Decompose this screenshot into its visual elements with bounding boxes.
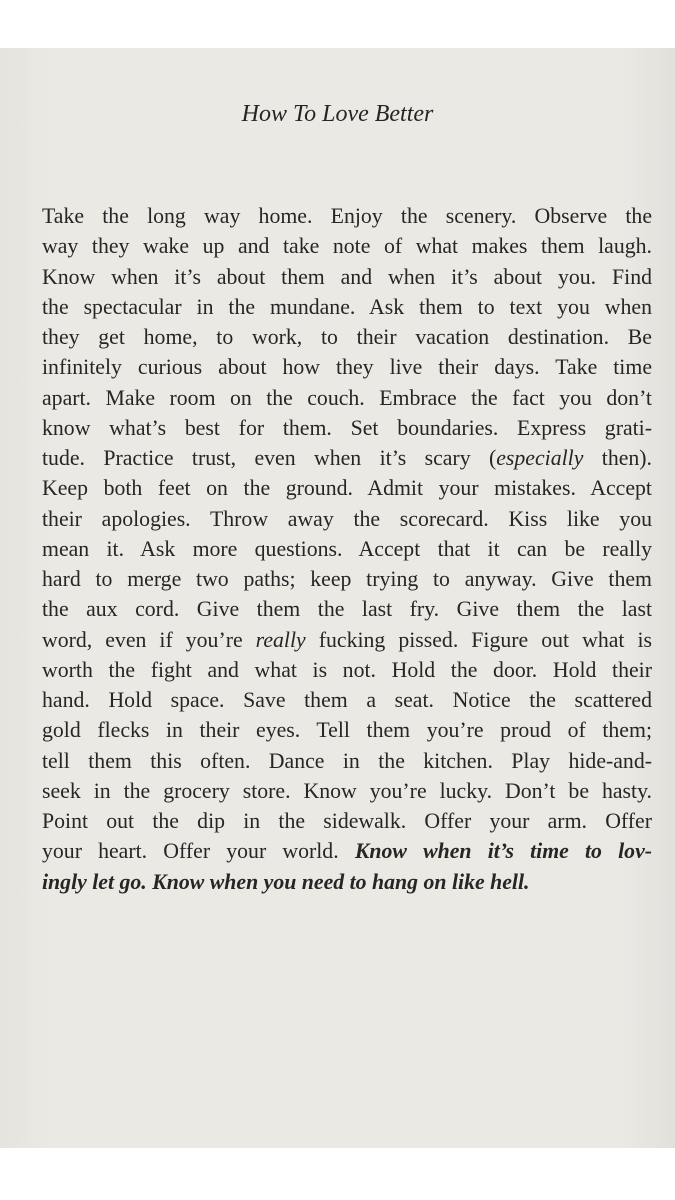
text-line-16: worth the fight and what is not. Hold the door. Hold their: [42, 657, 652, 682]
text-line-2: way they wake up and take note of what makes them laugh.: [42, 234, 652, 259]
top-frame-margin: [0, 0, 675, 48]
page-title: How To Love Better: [241, 101, 434, 127]
bottom-frame-margin: [0, 1148, 675, 1200]
closing-emphasis-end: ingly let go. Know when you need to hang on like hell.: [42, 869, 530, 894]
text-line-22: your heart. Offer your world. Know when it’s time to lov-: [42, 839, 653, 864]
text-line-5: they get home, to work, to their vacation destination. Be: [42, 325, 652, 349]
text-line-15: word, even if you’re really fucking pissed. Figure out what is: [42, 627, 653, 652]
text-line-10: Keep both feet on the ground. Admit your mistakes. Accept: [42, 476, 652, 501]
book-page: [0, 48, 675, 1148]
emphasis-really: really: [255, 627, 306, 652]
text-line-12: mean it. Ask more questions. Accept that it can be really: [42, 536, 652, 561]
text-line-18: gold flecks in their eyes. Tell them you’re proud of them;: [42, 718, 652, 743]
text-line-7: apart. Make room on the couch. Embrace the fact you don’t: [42, 385, 652, 410]
text-line-19: tell them this often. Dance in the kitchen. Play hide-and-: [42, 748, 652, 773]
text-line-13: hard to merge two paths; keep trying to anyway. Give them: [42, 567, 652, 591]
text-line-20: seek in the grocery store. Know you’re lucky. Don’t be hasty.: [42, 778, 652, 803]
text-line-17: hand. Hold space. Save them a seat. Notice the scattered: [42, 688, 652, 712]
text-line-4: the spectacular in the mundane. Ask them to text you when: [42, 294, 652, 319]
text-line-1: Take the long way home. Enjoy the scenery. Observe the: [42, 204, 652, 228]
text-line-8: know what’s best for them. Set boundaries. Express grati-: [42, 415, 652, 440]
text-line-21: Point out the dip in the sidewalk. Offer your arm. Offer: [42, 809, 652, 833]
text-line-23: [42, 867, 652, 897]
poem-body: [42, 201, 652, 897]
emphasis-especially: especially: [496, 446, 584, 470]
text-line-9: tude. Practice trust, even when it’s scary (especially then).: [42, 446, 652, 470]
text-line-6: infinitely curious about how they live their days. Take time: [42, 355, 652, 380]
text-line-14: the aux cord. Give them the last fry. Give them the last: [42, 597, 652, 622]
closing-emphasis-start: Know when it’s time to lov-: [354, 839, 653, 864]
text-line-3: Know when it’s about them and when it’s about you. Find: [42, 264, 652, 289]
text-line-11: their apologies. Throw away the scorecard. Kiss like you: [42, 506, 652, 531]
